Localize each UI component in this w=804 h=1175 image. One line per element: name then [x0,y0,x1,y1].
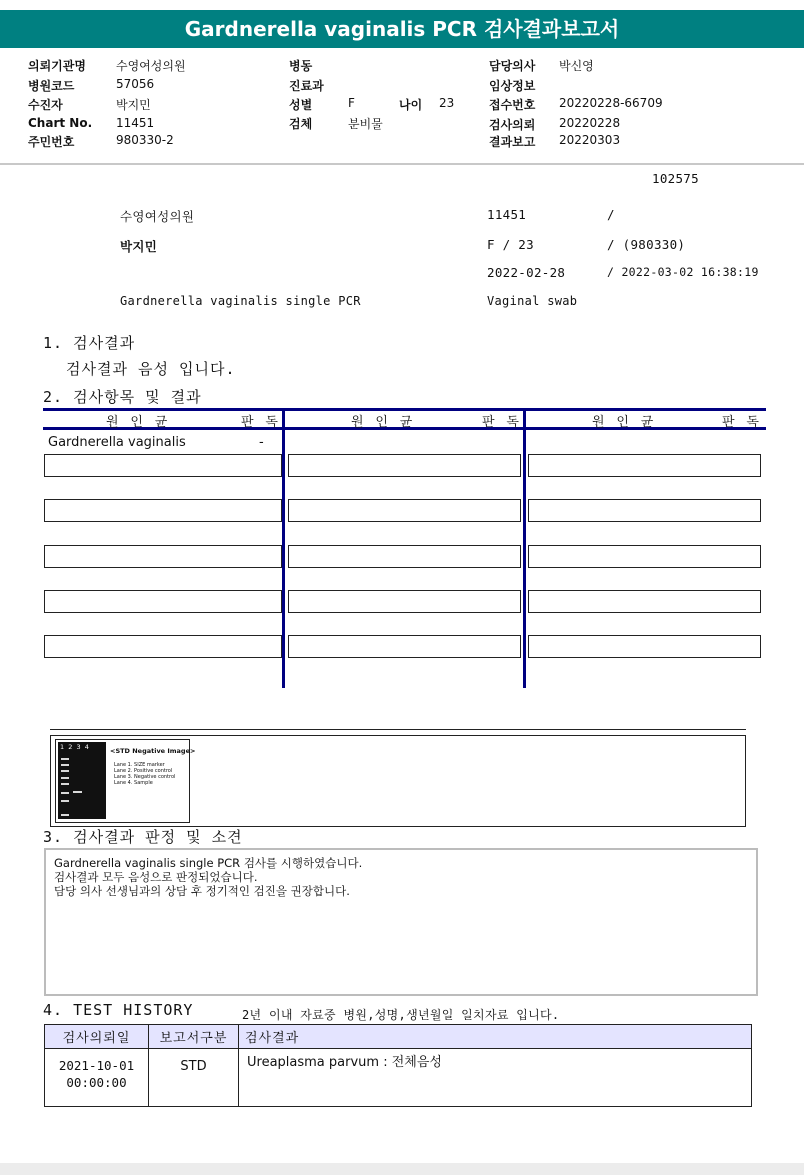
section1-result: 검사결과 음성 입니다. [66,360,236,378]
history-time: 00:00:00 [66,1075,127,1090]
receipt-value: 20220228-66709 [559,96,663,110]
history-note: 2년 이내 자료중 병원,성명,생년월일 일치자료 입니다. [242,1008,560,1022]
pathogen-name: Gardnerella vaginalis [48,435,186,450]
pathogen-result: - [259,435,264,450]
ward-label: 병동 [289,59,313,73]
gel-legend-item: Lane 1. SIZE marker [114,762,165,768]
result-cell [528,590,761,613]
section1-title: 1. 검사결과 [43,334,136,352]
result-cell [44,590,282,613]
report-code: 102575 [652,171,699,186]
patient-value: 박지민 [116,98,151,112]
history-date: 2021-10-01 [58,1058,135,1073]
dept-label: 진료과 [289,79,324,93]
history-header-row [45,1025,752,1049]
chart-label: Chart No. [28,116,93,130]
info-sex-age: F / 23 [487,237,534,252]
result-cell [528,635,761,658]
result-cell [44,454,282,477]
hospital-code-value: 57056 [116,77,155,91]
history-col-type: 보고서구분 [149,1025,239,1049]
info-request-date: 2022-02-28 [487,265,566,280]
history-col-result: 검사결과 [239,1025,752,1049]
col-judgement-3: 판 독 [722,415,761,430]
report-label: 결과보고 [489,135,536,149]
result-cell [288,590,521,613]
sex-value: F [348,96,355,110]
clinical-label: 임상정보 [489,79,536,93]
gel-top-rule [50,729,746,730]
gel-image [55,739,196,823]
col-pathogen-3: 원 인 균 [592,415,656,430]
report-value: 20220303 [559,133,621,147]
age-value: 23 [439,96,455,110]
gel-band [61,764,69,766]
result-cell [528,499,761,522]
gel-band [61,792,69,794]
table-divider-1 [282,408,285,688]
table-row [45,1049,752,1107]
report-title: Gardnerella vaginalis PCR 검사결과보고서 [0,10,804,48]
resident-label: 주민번호 [28,135,75,149]
history-type: STD [149,1049,239,1107]
info-patient: 박지민 [120,239,158,254]
result-cell [44,499,282,522]
gel-band [61,783,69,785]
opinion-line: 담당 의사 선생님과의 상담 후 정기적인 검진을 권장합니다. [54,884,350,898]
header-separator [0,163,804,165]
col-pathogen-2: 원 인 균 [351,415,415,430]
resident-value: 980330-2 [116,133,174,147]
receipt-label: 접수번호 [489,98,536,112]
specimen-label: 검체 [289,117,313,131]
sex-label: 성별 [289,98,313,112]
result-cell [288,545,521,568]
doctor-label: 담당의사 [489,59,536,73]
result-cell [288,454,521,477]
info-report-datetime: / 2022-03-02 16:38:19 [607,265,759,279]
result-cell [528,454,761,477]
col-judgement-1: 판 독 [241,415,280,430]
info-test-name: Gardnerella vaginalis single PCR [120,294,361,308]
gel-legend-item: Lane 2. Positive control [114,768,173,774]
doctor-value: 박신영 [559,59,594,73]
footer-bar [0,1163,804,1175]
info-slash: / [607,207,615,222]
info-birth: / (980330) [607,237,686,252]
section4-title: 4. TEST HISTORY [43,1001,194,1019]
age-label: 나이 [399,98,423,112]
table-divider-2 [523,408,526,688]
request-label: 검사의뢰 [489,118,536,132]
gel-band [61,758,69,760]
opinion-text [54,856,362,898]
hospital-code-label: 병원코드 [28,79,75,93]
gel-band [61,777,69,779]
result-cell [528,545,761,568]
result-cell [44,635,282,658]
result-cell [288,635,521,658]
gel-legend-item: Lane 3. Negative control [114,774,176,780]
specimen-value: 분비물 [348,117,383,131]
hospital-label: 의뢰기관명 [28,59,86,73]
hospital-value: 수영여성의원 [116,59,186,73]
gel-band [61,800,69,802]
gel-band [61,814,69,816]
history-table [44,1024,752,1107]
gel-legend-item: Lane 4. Sample [114,780,153,786]
gel-legend [114,762,175,786]
opinion-line: Gardnerella vaginalis single PCR 검사를 시행하였습니다. [54,856,363,870]
gel-lanes [58,742,106,819]
col-pathogen-1: 원 인 균 [106,415,170,430]
col-judgement-2: 판 독 [482,415,521,430]
history-col-date: 검사의뢰일 [45,1025,149,1049]
gel-band [61,770,69,772]
opinion-line: 검사결과 모두 음성으로 판정되었습니다. [54,870,258,884]
patient-label: 수진자 [28,98,63,112]
result-cell [288,499,521,522]
chart-value: 11451 [116,116,155,130]
result-cell [44,545,282,568]
gel-band-positive [73,791,82,793]
opinion-box [44,848,758,996]
info-sample: Vaginal swab [487,294,578,308]
gel-title: <STD Negative Image> [110,747,196,755]
gel-lane-numbers: 1 2 3 4 [60,743,89,751]
section3-title: 3. 검사결과 판정 및 소견 [43,828,243,846]
info-hospital: 수영여성의원 [120,209,195,224]
history-result: Ureaplasma parvum : 전체음성 [239,1049,752,1107]
request-value: 20220228 [559,116,621,130]
history-date-cell [45,1049,149,1107]
section2-title: 2. 검사항목 및 결과 [43,388,202,406]
info-chart: 11451 [487,207,527,222]
